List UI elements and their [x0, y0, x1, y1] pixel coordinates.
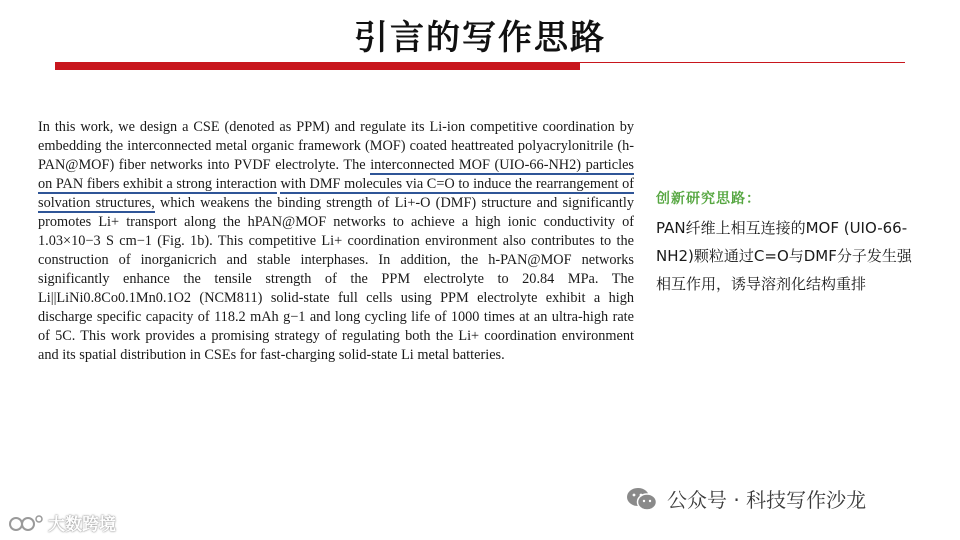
- title-divider-line: [580, 62, 905, 63]
- abstract-highlight-1: interconnected MOF (UIO-66-NH2) particles on PAN fibers exhibit a strong interaction: [38, 157, 634, 192]
- abstract-highlight-2: with DMF molecules via C=O to induce the rearrangement of solvation structures,: [38, 176, 634, 211]
- wechat-icon: [625, 486, 659, 512]
- wechat-account: [625, 484, 866, 513]
- brand-logo-icon: [8, 513, 44, 533]
- abstract-paragraph: [38, 118, 634, 365]
- side-heading: 创新研究思路：: [656, 191, 761, 207]
- abstract-text-after: which weakens the binding strength of Li+-O (DMF) structure and significantly promotes Li+ transport along the hPAN@MOF networks to achieve a high ionic conductivity of 1.03×10−3 S cm−1 (Fig. 1b). This competitive Li+ coordination environment also contributes to the construction of inorganicrich and stable interphases. In addition, the h-PAN@MOF networks significantly enhance the tensile strength of the PPM electrolyte to 20.84 MPa. The Li||LiNi0.8Co0.1Mn0.1O2 (NCM811) solid-state full cells using PPM electrolyte exhibit a high discharge specific capacity of 118.2 mAh g−1 and long cycling life of 1000 times at an ultra-high rate of 5C. This work provides a promising strategy of regulating both the Li+ coordination environment and its spatial distribution in CSEs for fast-charging solid-state Li metal batteries.: [38, 195, 634, 363]
- side-body: PAN纤维上相互连接的MOF (UIO-66-NH2)颗粒通过C=O与DMF分子发生强相互作用，诱导溶剂化结构重排: [656, 219, 912, 293]
- page-title: 引言的写作思路: [354, 18, 606, 58]
- wechat-label: 公众号 · 科技写作沙龙: [667, 488, 867, 512]
- watermark: [8, 510, 116, 535]
- watermark-text: 大数跨境: [48, 515, 116, 535]
- title-accent-bar: [55, 62, 580, 70]
- abstract-text-before: In this work, we design a CSE (denoted as PPM) and regulate its Li-ion competitive coordination by embedding the interconnected metal organic framework (MOF) coated heattreated polyacrylonitrile (h-PAN@MOF) fiber networks into PVDF electrolyte. The: [38, 119, 634, 173]
